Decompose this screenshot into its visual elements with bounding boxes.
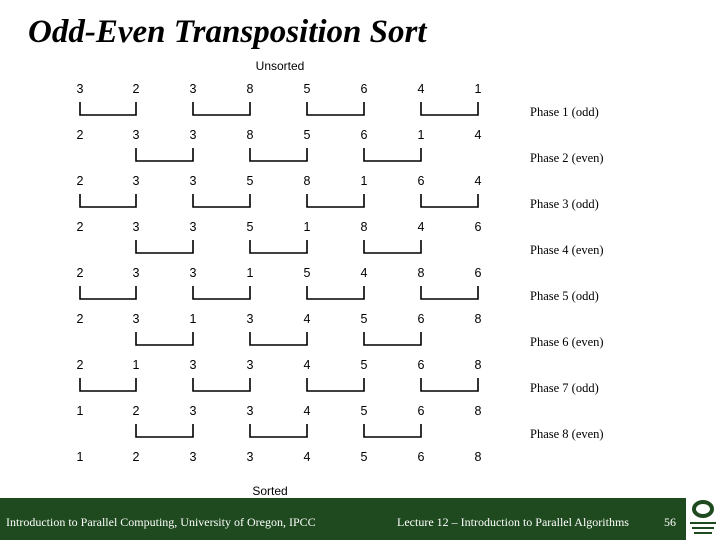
compare-exchange-bracket [364, 148, 421, 161]
phase-label: Phase 6 (even) [530, 335, 604, 349]
slide-title: Odd-Even Transposition Sort [28, 14, 427, 50]
compare-exchange-bracket [364, 240, 421, 253]
compare-exchange-bracket [136, 332, 193, 345]
compare-exchange-bracket [421, 194, 478, 207]
compare-exchange-bracket [193, 378, 250, 391]
phase-label: Phase 5 (odd) [530, 289, 599, 303]
cell-value: 5 [303, 82, 311, 96]
phase-label: Phase 4 (even) [530, 243, 604, 257]
cell-value: 2 [76, 220, 84, 234]
cell-value: 4 [474, 174, 482, 188]
compare-exchange-bracket [364, 332, 421, 345]
cell-value: 5 [360, 358, 368, 372]
compare-exchange-bracket [307, 286, 364, 299]
compare-exchange-bracket [421, 286, 478, 299]
cell-value: 5 [360, 450, 368, 464]
cell-value: 3 [189, 128, 197, 142]
cell-value: 3 [189, 220, 197, 234]
compare-exchange-bracket [421, 378, 478, 391]
cell-value: 1 [474, 82, 482, 96]
cell-value: 2 [132, 450, 140, 464]
cell-value: 4 [303, 450, 311, 464]
cell-value: 5 [246, 220, 254, 234]
cell-value: 8 [474, 358, 482, 372]
compare-exchange-bracket [193, 286, 250, 299]
cell-value: 5 [246, 174, 254, 188]
unsorted-label: Unsorted [255, 59, 305, 73]
cell-value: 1 [76, 404, 84, 418]
cell-value: 6 [417, 312, 425, 326]
cell-value: 3 [189, 404, 197, 418]
compare-exchange-bracket [80, 102, 136, 115]
cell-value: 1 [76, 450, 84, 464]
cell-value: 8 [474, 312, 482, 326]
cell-value: 6 [474, 266, 482, 280]
cell-value: 6 [474, 220, 482, 234]
cell-value: 2 [132, 82, 140, 96]
cell-value: 5 [303, 266, 311, 280]
cell-value: 5 [303, 128, 311, 142]
cell-value: 6 [417, 358, 425, 372]
cell-value: 5 [360, 404, 368, 418]
cell-value: 3 [246, 404, 254, 418]
cell-value: 8 [417, 266, 425, 280]
cell-value: 3 [189, 174, 197, 188]
cell-value: 3 [189, 450, 197, 464]
cell-value: 4 [417, 82, 425, 96]
cell-value: 3 [189, 358, 197, 372]
cell-value: 8 [474, 404, 482, 418]
compare-exchange-bracket [80, 286, 136, 299]
cell-value: 2 [76, 312, 84, 326]
cell-value: 2 [76, 128, 84, 142]
compare-exchange-bracket [80, 194, 136, 207]
compare-exchange-bracket [193, 102, 250, 115]
cell-value: 6 [417, 450, 425, 464]
course-footer-text: Introduction to Parallel Computing, University of Oregon, IPCC [6, 515, 316, 529]
cell-value: 5 [360, 312, 368, 326]
compare-exchange-bracket [307, 194, 364, 207]
cell-value: 6 [360, 82, 368, 96]
cell-value: 3 [132, 128, 140, 142]
cell-value: 3 [132, 220, 140, 234]
cell-value: 3 [132, 174, 140, 188]
compare-exchange-bracket [421, 102, 478, 115]
cell-value: 2 [76, 174, 84, 188]
compare-exchange-bracket [250, 240, 307, 253]
cell-value: 3 [246, 358, 254, 372]
cell-value: 4 [417, 220, 425, 234]
cell-value: 4 [303, 404, 311, 418]
cell-value: 8 [303, 174, 311, 188]
cell-value: 3 [246, 450, 254, 464]
slide-footer [0, 498, 720, 540]
phase-label: Phase 1 (odd) [530, 105, 599, 119]
page-number: 56 [664, 515, 676, 529]
cell-value: 3 [132, 266, 140, 280]
compare-exchange-bracket [136, 424, 193, 437]
cell-value: 1 [303, 220, 311, 234]
cell-value: 6 [417, 404, 425, 418]
cell-value: 4 [474, 128, 482, 142]
lecture-footer-text: Lecture 12 – Introduction to Parallel Algorithms [397, 515, 629, 529]
cell-value: 8 [360, 220, 368, 234]
cell-value: 1 [189, 312, 197, 326]
phase-label: Phase 8 (even) [530, 427, 604, 441]
cell-value: 2 [76, 358, 84, 372]
university-logo-icon [686, 498, 720, 540]
compare-exchange-bracket [307, 378, 364, 391]
cell-value: 3 [76, 82, 84, 96]
compare-exchange-bracket [307, 102, 364, 115]
phase-label: Phase 7 (odd) [530, 381, 599, 395]
compare-exchange-bracket [136, 240, 193, 253]
cell-value: 4 [303, 312, 311, 326]
cell-value: 1 [360, 174, 368, 188]
sorted-label: Sorted [252, 484, 288, 498]
cell-value: 8 [246, 128, 254, 142]
cell-value: 8 [474, 450, 482, 464]
cell-value: 3 [189, 266, 197, 280]
cell-value: 3 [246, 312, 254, 326]
cell-value: 2 [132, 404, 140, 418]
cell-value: 1 [132, 358, 140, 372]
cell-value: 4 [303, 358, 311, 372]
compare-exchange-bracket [136, 148, 193, 161]
compare-exchange-bracket [364, 424, 421, 437]
compare-exchange-bracket [80, 378, 136, 391]
compare-exchange-bracket [250, 148, 307, 161]
phase-label: Phase 2 (even) [530, 151, 604, 165]
cell-value: 8 [246, 82, 254, 96]
phase-label: Phase 3 (odd) [530, 197, 599, 211]
cell-value: 1 [417, 128, 425, 142]
cell-value: 6 [360, 128, 368, 142]
cell-value: 4 [360, 266, 368, 280]
compare-exchange-bracket [250, 424, 307, 437]
compare-exchange-bracket [193, 194, 250, 207]
cell-value: 3 [189, 82, 197, 96]
cell-value: 3 [132, 312, 140, 326]
compare-exchange-bracket [250, 332, 307, 345]
cell-value: 1 [246, 266, 254, 280]
cell-value: 6 [417, 174, 425, 188]
cell-value: 2 [76, 266, 84, 280]
